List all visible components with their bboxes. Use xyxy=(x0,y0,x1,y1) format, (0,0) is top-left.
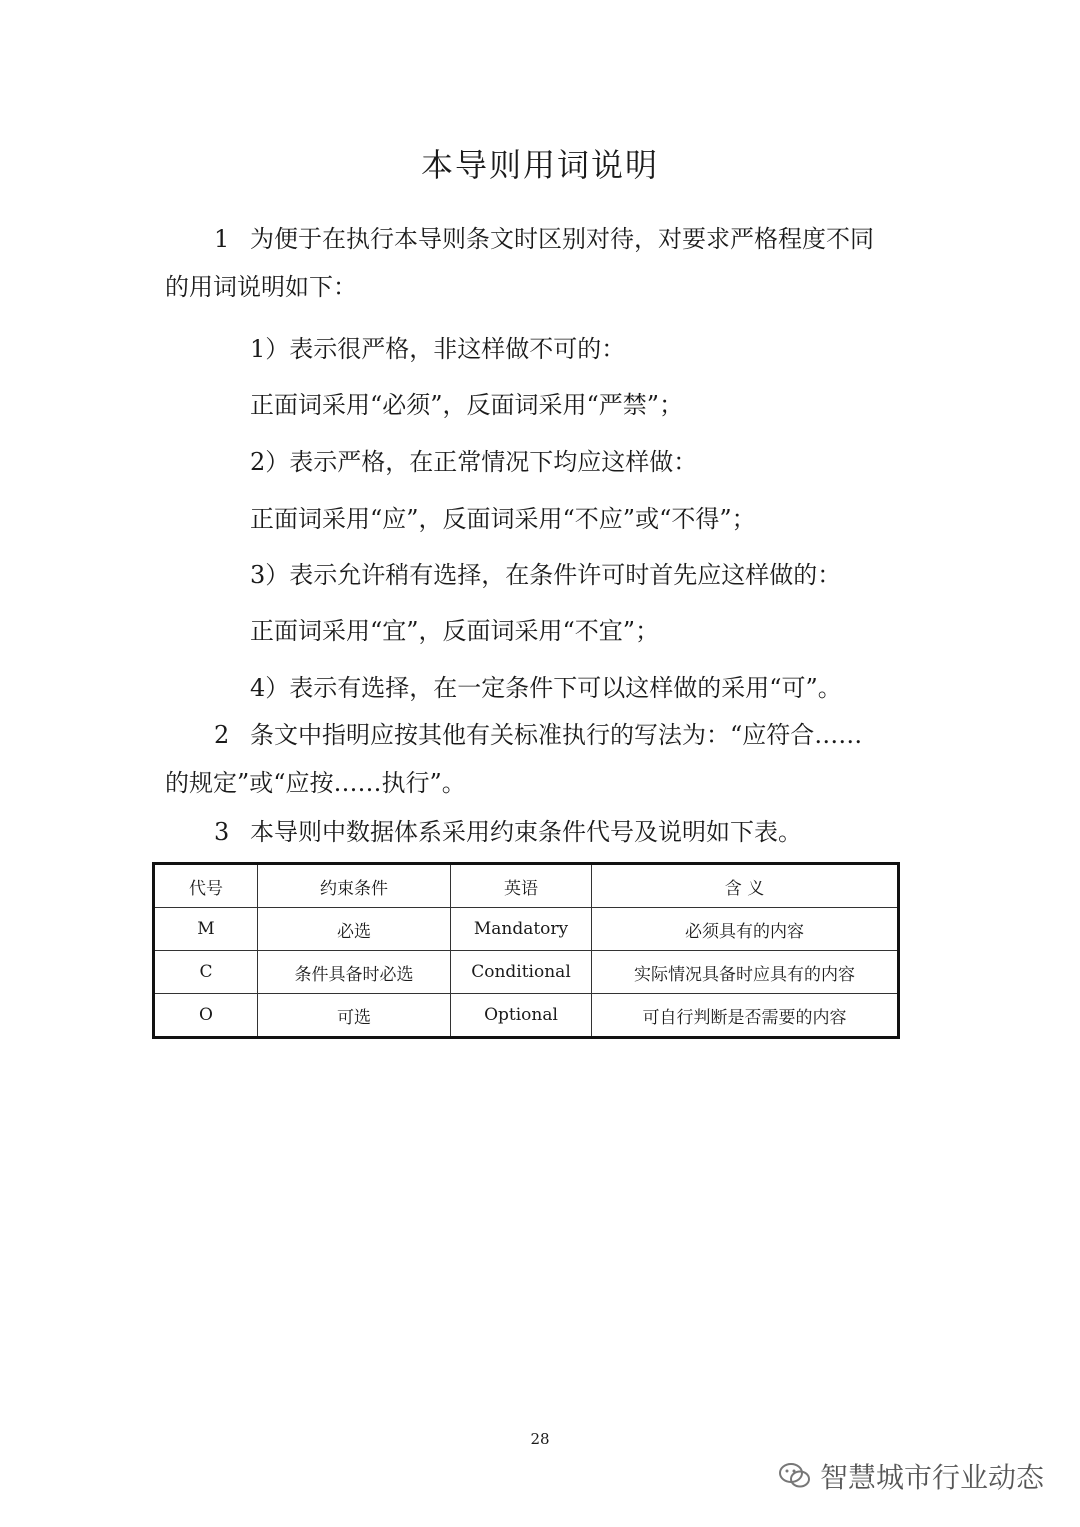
item-3-words: 正面词采用“宜”，反面词采用“不宜”； xyxy=(250,617,660,645)
table-cell: 必须具有的内容 xyxy=(592,908,899,951)
paragraph-1-line-1 xyxy=(214,224,874,254)
item-4: 4）表示有选择，在一定条件下可以这样做的采用“可”。 xyxy=(250,674,842,702)
page-title: 本导则用词说明 xyxy=(420,146,659,184)
table-cell: Optional xyxy=(451,994,592,1038)
paragraph-3-text: 本导则中数据体系采用约束条件代号及说明如下表。 xyxy=(250,818,802,846)
table-cell: 实际情况具备时应具有的内容 xyxy=(592,951,899,994)
page-number: 28 xyxy=(530,1430,550,1448)
wechat-icon xyxy=(778,1462,812,1490)
table-row xyxy=(154,951,899,994)
item-1-words: 正面词采用“必须”，反面词采用“严禁”； xyxy=(250,391,684,419)
table-cell: O xyxy=(154,994,258,1038)
paragraph-2-number: 2 xyxy=(214,721,230,749)
watermark-text: 智慧城市行业动态 xyxy=(819,1461,1044,1494)
paragraph-2-line-1 xyxy=(214,720,862,750)
paragraph-1-line-2: 的用词说明如下： xyxy=(165,273,357,301)
table-header: 含 义 xyxy=(592,864,899,908)
paragraph-1-text: 为便于在执行本导则条文时区别对待，对要求严格程度不同 xyxy=(250,225,874,253)
item-1: 1）表示很严格，非这样做不可的： xyxy=(250,335,626,363)
table-cell: C xyxy=(154,951,258,994)
table-header: 代号 xyxy=(154,864,258,908)
table-cell: 可自行判断是否需要的内容 xyxy=(592,994,899,1038)
table-header: 约束条件 xyxy=(258,864,451,908)
item-2-words: 正面词采用“应”，反面词采用“不应”或“不得”； xyxy=(250,505,756,533)
item-2: 2）表示严格，在正常情况下均应这样做： xyxy=(250,448,698,476)
table-row xyxy=(154,994,899,1038)
paragraph-3 xyxy=(214,817,802,847)
table-cell: 可选 xyxy=(258,994,451,1038)
constraint-table xyxy=(152,862,900,1039)
paragraph-2-line-2: 的规定”或“应按……执行”。 xyxy=(165,769,466,797)
table-cell: Conditional xyxy=(451,951,592,994)
paragraph-2-text: 条文中指明应按其他有关标准执行的写法为：“应符合…… xyxy=(250,721,863,749)
table-cell: Mandatory xyxy=(451,908,592,951)
item-3: 3）表示允许稍有选择，在条件许可时首先应这样做的： xyxy=(250,561,842,589)
watermark xyxy=(778,1456,1044,1496)
paragraph-1-number: 1 xyxy=(214,225,230,253)
table-header: 英语 xyxy=(451,864,592,908)
table-header-row xyxy=(154,864,899,908)
table-cell: 条件具备时必选 xyxy=(258,951,451,994)
table-cell: 必选 xyxy=(258,908,451,951)
paragraph-3-number: 3 xyxy=(214,818,230,846)
table-row xyxy=(154,908,899,951)
table-cell: M xyxy=(154,908,258,951)
